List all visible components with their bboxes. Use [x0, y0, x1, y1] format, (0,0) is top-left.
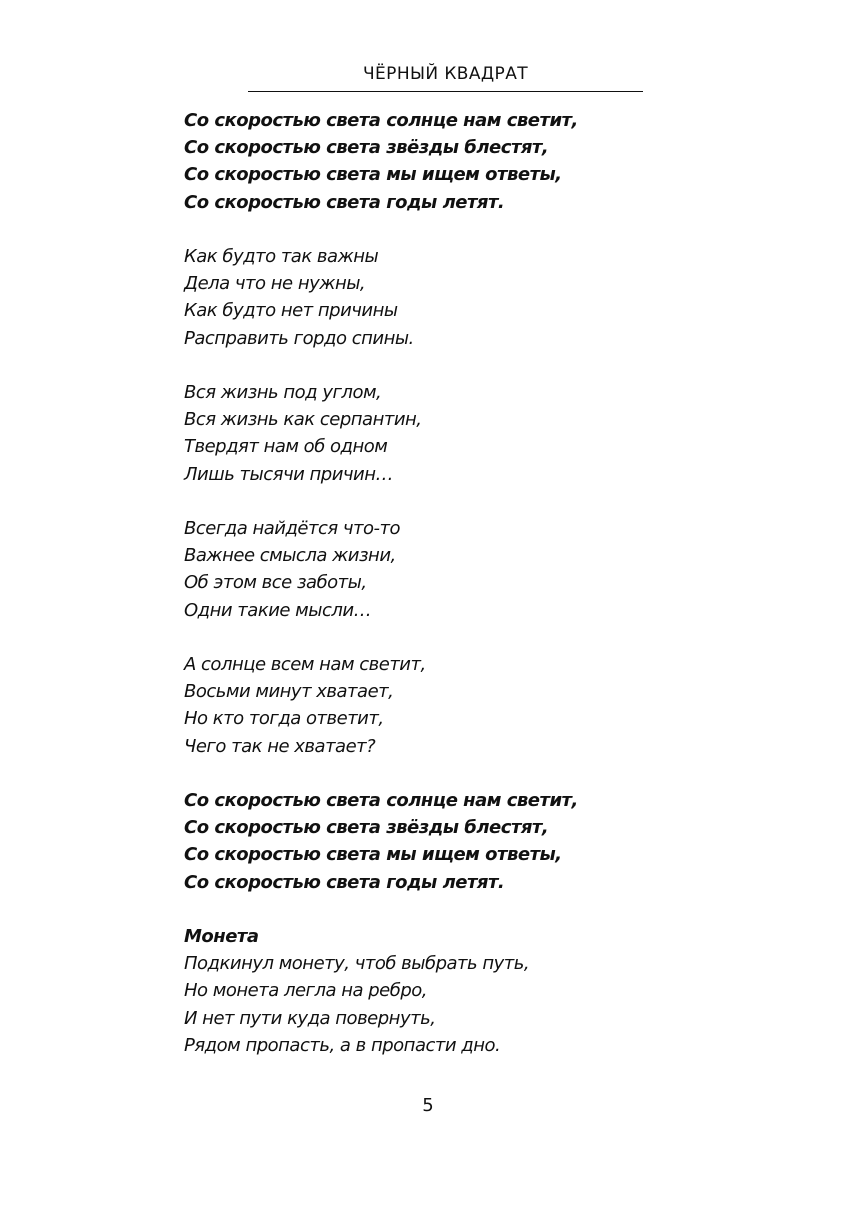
verse-line: Дела что не нужны, [184, 273, 366, 295]
verse-line: Но монета легла на ребро, [184, 980, 428, 1002]
verse-line: Одни такие мысли… [184, 599, 372, 621]
stanza [184, 651, 744, 760]
verse-line: Со скоростью света солнце нам светит, [184, 790, 578, 811]
verse-line: Как будто нет причины [184, 300, 398, 322]
verse-line: Об этом все заботы, [184, 572, 367, 594]
verse-line: Со скоростью света солнце нам светит, [184, 110, 578, 131]
stanza [184, 379, 744, 488]
poem-title: Монета [184, 926, 259, 947]
page-number: 5 [422, 1095, 434, 1116]
verse-line: Со скоростью света мы ищем ответы, [184, 164, 562, 186]
verse-line: Важнее смысла жизни, [184, 545, 396, 567]
verse-line: Со скоростью света годы летят. [184, 871, 505, 893]
verse-line: Лишь тысячи причин… [184, 463, 394, 485]
verse-line: Со скоростью света годы летят. [184, 191, 505, 213]
verse-line: Вся жизнь как серпантин, [184, 409, 422, 431]
verse-line: Восьми минут хватает, [184, 681, 394, 703]
verse-line: Расправить гордо спины. [184, 327, 414, 349]
verse-line: Рядом пропасть, а в пропасти дно. [184, 1034, 501, 1056]
verse-line: Со скоростью света звёзды блестят, [184, 817, 549, 839]
header-rule [248, 91, 643, 92]
verse-line: А солнце всем нам светит, [184, 654, 426, 675]
stanza [184, 515, 744, 624]
verse-line: Подкинул монету, чтоб выбрать путь, [184, 953, 530, 975]
stanza [184, 787, 744, 896]
verse-line: И нет пути куда повернуть, [184, 1007, 436, 1029]
stanza [184, 243, 744, 352]
poem-2 [184, 923, 744, 1059]
verse-line: Со скоростью света звёзды блестят, [184, 137, 549, 159]
verse-line: Твердят нам об одном [184, 436, 388, 458]
running-header: ЧЁРНЫЙ КВАДРАТ [362, 64, 529, 84]
verse-line: Вся жизнь под углом, [184, 382, 382, 403]
poem-body [184, 107, 744, 1059]
verse-line: Как будто так важны [184, 246, 379, 267]
verse-line: Но кто тогда ответит, [184, 708, 384, 730]
verse-line: Со скоростью света мы ищем ответы, [184, 844, 562, 866]
verse-line: Чего так не хватает? [184, 735, 376, 757]
verse-line: Всегда найдётся что-то [184, 518, 401, 539]
stanza [184, 107, 744, 216]
